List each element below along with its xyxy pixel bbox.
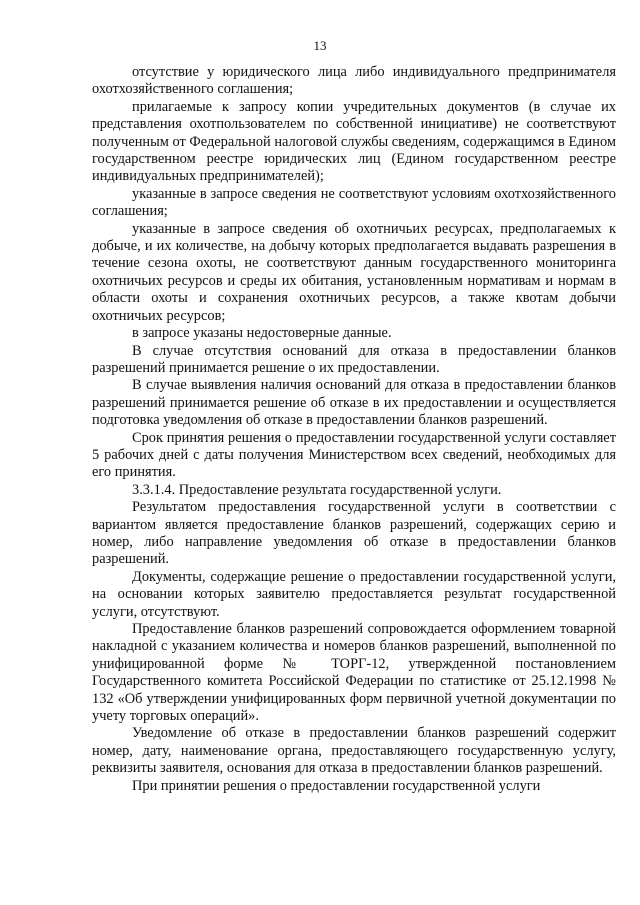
page-number: 13: [313, 38, 327, 53]
paragraph-no-refusal-grounds: В случае отсутствия оснований для отказа в предоставлении бланков разрешений принимается решение о их предоставлении.: [92, 342, 616, 376]
paragraph-hunting-resources-mismatch: указанные в запросе сведения об охотничьих ресурсах, предполагаемых к добыче, и их количестве, на добычу которых предполагается выдавать разрешения в течение сезона охоты, не соответствуют данным государственного мониторинга охотничьих ресурсов и среды их обитания, установленным нормативам и нормам в области охоты и сохранения охотничьих ресурсов, а также квотам добычи охотничьих ресурсов;: [92, 220, 616, 324]
paragraph-refusal-notice-contents: Уведомление об отказе в предоставлении бланков разрешений содержит номер, дату, наименование органа, предоставляющего государственную услугу, реквизиты заявителя, основания для отказа в предоставлении бланков разрешений.: [92, 725, 616, 777]
paragraph-unreliable-data: в запросе указаны недостоверные данные.: [132, 325, 392, 342]
paragraph-founding-documents-mismatch: прилагаемые к запросу копии учредительных документов (в случае их представления охотпользователем по собственной инициативе) не соответствуют полученным от Федеральной налоговой службы сведениям, содержащимся в Едином государственном реестре юридических лиц (Едином государственном реестре индивидуальных предпринимателей);: [92, 98, 616, 185]
paragraph-decision-adoption: При принятии решения о предоставлении государственной услуги: [132, 777, 541, 794]
section-heading-3-3-1-4: 3.3.1.4. Предоставление результата государственной услуги.: [132, 481, 502, 498]
paragraph-decision-documents: Документы, содержащие решение о предоставлении государственной услуги, на основании которых заявителю предоставляется результат государственной услуги, отсутствуют.: [92, 568, 616, 620]
paragraph-no-hunting-agreement: отсутствие у юридического лица либо индивидуального предпринимателя охотхозяйственного соглашения;: [92, 64, 616, 98]
paragraph-service-result: Результатом предоставления государственной услуги в соответствии с вариантом является предоставление бланков разрешений, содержащих серию и номер, либо направление уведомления об отказе в предоставлении бланков разрешений.: [92, 499, 616, 568]
paragraph-agreement-conditions-mismatch: указанные в запросе сведения не соответствуют условиям охотхозяйственного соглашения;: [92, 185, 616, 220]
paragraph-waybill-torg-12: Предоставление бланков разрешений сопровождается оформлением товарной накладной с указанием количества и номеров бланков разрешений, выполненной по унифицированной форме № ТОРГ-12, утвержденной постановлением Государственного комитета Российской Федерации по статистике от 25.12.1998 № 132 «Об утверждении унифицированных форм первичной учетной документации по учету торговых операций».: [92, 621, 616, 725]
paragraph-decision-deadline: Срок принятия решения о предоставлении государственной услуги составляет 5 рабочих дней с даты получения Министерством всех сведений, необходимых для его принятия.: [92, 429, 616, 481]
paragraph-refusal-grounds-found: В случае выявления наличия оснований для отказа в предоставлении бланков разрешений принимается решение об отказе в их предоставлении и осуществляется подготовка уведомления об отказе в предоставлении бланков разрешений.: [92, 377, 616, 429]
document-body: [92, 64, 616, 795]
